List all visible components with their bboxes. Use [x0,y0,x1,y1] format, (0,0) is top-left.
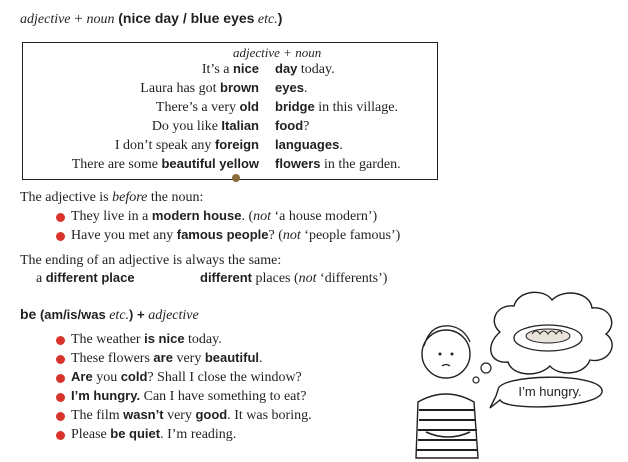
heading-be: be [20,306,37,322]
boy-eye-left [439,353,442,356]
bullet-post: . I’m reading. [160,427,237,442]
example-post: in this village. [314,100,398,115]
bullet-pre: Have you met any [71,228,177,243]
boy-eye-right [451,353,454,356]
bullet-not: not [282,228,301,243]
example-pre: Do you like [151,119,222,134]
heading2-close: ) + [129,307,149,322]
ending-example-1 [36,270,135,287]
example-pre: There’s a very [155,100,240,115]
ending-intro: The ending of an adjective is always the same: [20,253,282,268]
bullet-post: . It was boring. [227,408,312,423]
example-post: in the garden. [320,157,401,172]
heading-close: ) [277,10,283,26]
thought-bubble-dot-2 [473,377,479,383]
bullet-dot-icon [56,412,65,421]
food-icon [526,329,570,343]
example-right [275,118,309,135]
heading-example-bold: (nice day / blue eyes [118,10,255,26]
bullet-text [71,369,302,386]
bullet-bold: famous people [176,227,269,242]
heading-am-is-was: (am/is/was [36,307,106,322]
bullet-pre: The weather [71,332,145,347]
bullet-text [71,388,307,405]
bullet-mid: very [163,408,196,423]
example-noun: food [275,118,304,133]
example-left [202,61,259,78]
bullet-dot-icon [56,374,65,383]
example-adjective: old [239,99,259,114]
bullet-text [71,208,377,225]
bullet-pre: The film [71,408,124,423]
bullet-bold: Are [71,369,93,384]
box-ornament [232,174,240,182]
thought-bubble-dot-1 [481,363,491,373]
bullet-bold-2: cold [120,369,148,384]
example-row [23,99,437,117]
bullet-post: today. [184,332,222,347]
bullet-post: ? ( [268,228,283,243]
boy-shirt [416,394,478,458]
ending-ex2-not: not [298,271,317,286]
bullet-mid: very [172,351,205,366]
bullet-pre: Please [71,427,111,442]
ending-ex2-tail: ‘differents’) [316,271,388,286]
bullet-bold: are [153,350,173,365]
heading2-etc: etc. [105,308,130,323]
hungry-boy-illustration [388,282,624,460]
bullet-post: . ( [241,209,254,224]
box-header: adjective + noun [233,45,322,60]
example-pre: There are some [71,157,162,172]
section-heading-adjective-noun [20,10,282,28]
bullet-post: . [259,351,263,366]
bullet-dot-icon [56,213,65,222]
example-post: . [339,138,343,153]
bullet-dot-icon [56,355,65,364]
example-row [23,80,437,98]
bullet-dot-icon [56,336,65,345]
example-left [152,118,259,135]
bullet-dot-icon [56,232,65,241]
bullet-post: ? Shall I close the window? [147,370,302,385]
ending-ex1-pre: a [36,271,46,286]
bullet-pre: They live in a [71,209,152,224]
example-left [140,80,259,97]
example-left [115,137,259,154]
bullet-pre: These flowers [71,351,154,366]
example-noun: languages [275,137,340,152]
bullet-bold: wasn’t [123,407,164,422]
heading-adjective: adjective [20,12,71,27]
bullet-bold: modern house [151,208,242,223]
heading-noun: noun [86,12,115,27]
example-row [23,156,437,174]
heading2-adjective: adjective [148,308,199,323]
before-intro-text: The adjective is [20,190,113,205]
before-intro [20,190,203,206]
bullet-bold: is nice [144,331,185,346]
before-intro-tail: the noun: [147,190,204,205]
example-row [23,137,437,155]
example-adjective: nice [232,61,259,76]
ending-ex2-post: places ( [252,271,299,286]
example-pre: It’s a [201,62,233,77]
example-post: . [303,81,308,96]
example-right [275,156,401,173]
example-adjective: foreign [214,137,259,152]
example-row [23,118,437,136]
ending-ex2-bold: different [200,270,252,285]
bullet-bold: be quiet [110,426,161,441]
bullet-not: not [253,209,272,224]
example-left [72,156,259,173]
bullet-tail: ‘people famous’) [300,228,401,243]
ending-ex1-bold: different place [45,270,135,285]
bullet-dot-icon [56,431,65,440]
bullet-text [71,227,400,244]
bullet-post: Can I have something to eat? [140,389,307,404]
bullet-bold-2: beautiful [204,350,260,365]
example-right [275,80,307,97]
example-pre: Laura has got [140,81,220,96]
example-noun: day [275,61,298,76]
example-box [22,42,438,180]
example-adjective: brown [220,80,259,95]
heading-etc: etc. [254,12,278,27]
bullet-text [71,350,263,367]
bullet-text [71,331,222,348]
example-noun: bridge [275,99,315,114]
example-right [275,99,398,116]
speech-text: I’m hungry. [518,384,582,399]
example-right [275,61,335,78]
example-post: today. [297,62,335,77]
ending-example-2 [200,270,387,287]
bullet-tail: ‘a house modern’) [271,209,378,224]
example-pre: I don’t speak any [114,138,215,153]
bullet-bold: I’m hungry. [71,388,141,403]
example-noun: flowers [275,156,321,171]
bullet-text [71,426,236,443]
example-adjective: beautiful yellow [161,156,259,171]
bullet-text [71,407,312,424]
example-right [275,137,343,154]
bullet-mid: you [92,370,121,385]
example-row [23,61,437,79]
before-intro-em: before [112,190,148,205]
example-left [156,99,259,116]
example-adjective: Italian [221,118,259,133]
boy-head [422,330,470,378]
heading-plus: + [70,11,87,27]
example-post: ? [303,119,310,134]
example-noun: eyes [275,80,304,95]
section-heading-be-adjective [20,306,199,324]
bullet-dot-icon [56,393,65,402]
bullet-bold-2: good [195,407,228,422]
